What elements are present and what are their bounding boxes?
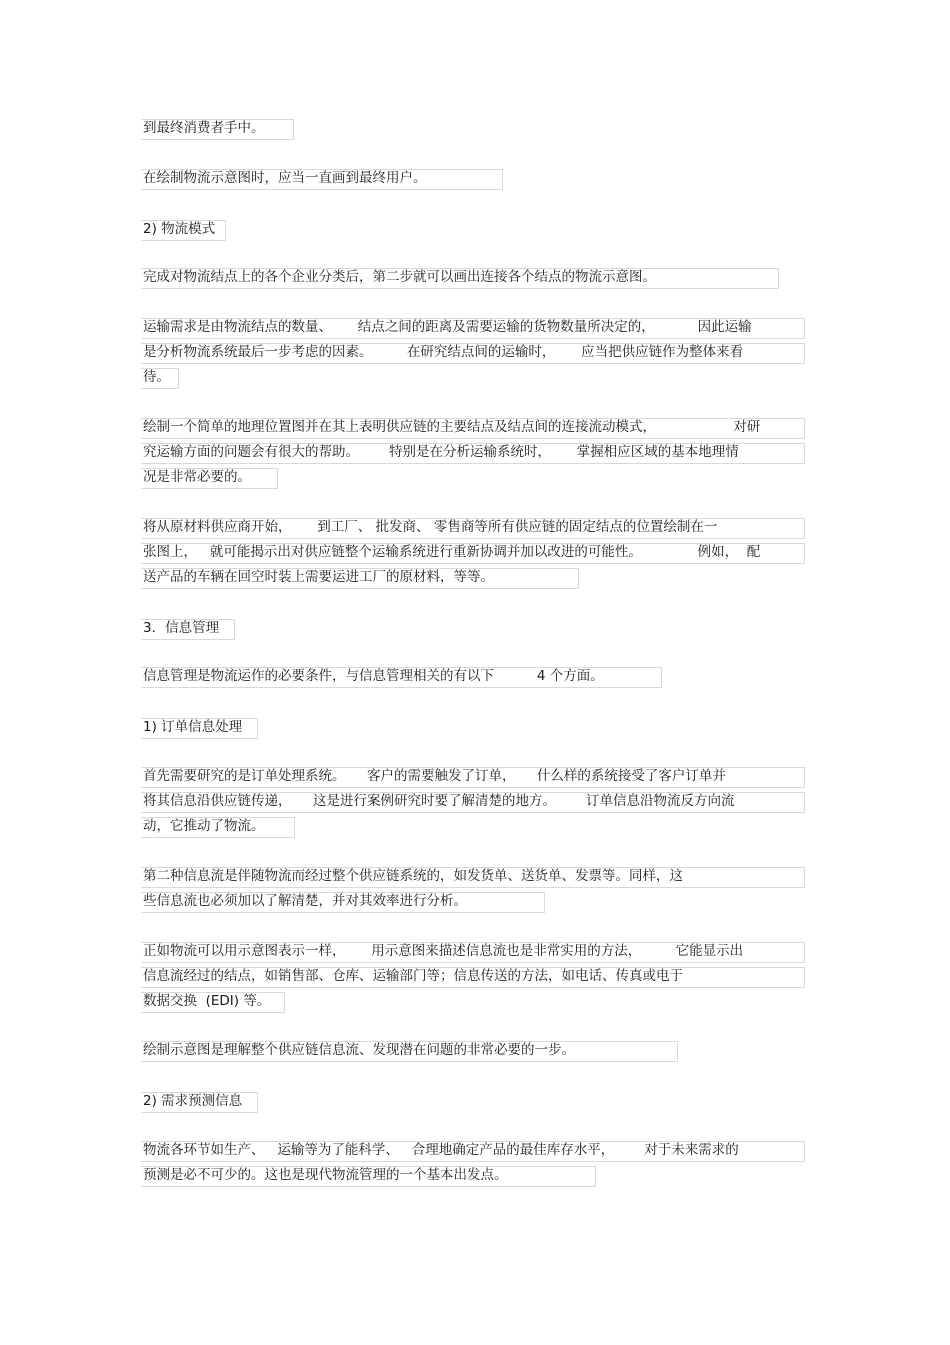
text-line: 况是非常必要的。	[143, 469, 251, 485]
text-line: 信息流经过的结点，如销售部、仓库、运输部门等；信息传送的方法，如电话、传真或电于	[143, 968, 683, 984]
section-heading: 1) 订单信息处理	[143, 719, 243, 735]
text-line: 将从原材料供应商开始， 到工厂、 批发商、 零售商等所有供应链的固定结点的位置绘制在一	[143, 519, 718, 535]
text-line: 究运输方面的问题会有很大的帮助。 特别是在分析运输系统时， 掌握相应区域的基本地理情	[143, 444, 739, 460]
text-line: 首先需要研究的是订单处理系统。 客户的需要触发了订单， 什么样的系统接受了客户订单并	[143, 768, 726, 784]
text-line: 信息管理是物流运作的必要条件，与信息管理相关的有以下 4 个方面。	[143, 668, 604, 684]
text-line: 送产品的车辆在回空时装上需要运进工厂的原材料，等等。	[143, 569, 494, 585]
text-line: 到最终消费者手中。	[143, 120, 265, 136]
text-line: 正如物流可以用示意图表示一样， 用示意图来描述信息流也是非常实用的方法， 它能显示出	[143, 943, 744, 959]
text-line: 在绘制物流示意图时，应当一直画到最终用户。	[143, 170, 427, 186]
text-line: 数据交换 (EDI) 等。	[143, 993, 271, 1009]
section-heading: 3．信息管理	[143, 620, 220, 636]
text-line: 张图上， 就可能揭示出对供应链整个运输系统进行重新协调并加以改进的可能性。 例如， 配	[143, 544, 761, 560]
text-line: 将其信息沿供应链传递， 这是进行案例研究时要了解清楚的地方。 订单信息沿物流反方向流	[143, 793, 735, 809]
text-line: 绘制示意图是理解整个供应链信息流、发现潜在问题的非常必要的一步。	[143, 1042, 575, 1058]
text-line: 绘制一个简单的地理位置图并在其上表明供应链的主要结点及结点间的连接流动模式， 对研	[143, 419, 761, 435]
text-line: 动，它推动了物流。	[143, 818, 265, 834]
text-line: 是分析物流系统最后一步考虑的因素。 在研究结点间的运输时， 应当把供应链作为整体来看	[143, 344, 744, 360]
section-heading: 2) 物流模式	[143, 221, 216, 237]
text-line: 完成对物流结点上的各个企业分类后，第二步就可以画出连接各个结点的物流示意图。	[143, 269, 656, 285]
text-line: 预测是必不可少的。这也是现代物流管理的一个基本出发点。	[143, 1167, 508, 1183]
text-line: 物流各环节如生产、 运输等为了能科学、 合理地确定产品的最佳库存水平， 对于未来需求的	[143, 1142, 739, 1158]
section-heading: 2) 需求预测信息	[143, 1093, 243, 1109]
text-line: 些信息流也必须加以了解清楚，并对其效率进行分析。	[143, 893, 467, 909]
text-line: 待。	[143, 369, 170, 385]
text-line: 第二种信息流是伴随物流而经过整个供应链系统的，如发货单、送货单、发票等。同样，这	[143, 868, 683, 884]
text-line: 运输需求是由物流结点的数量、 结点之间的距离及需要运输的货物数量所决定的， 因此运输	[143, 319, 752, 335]
